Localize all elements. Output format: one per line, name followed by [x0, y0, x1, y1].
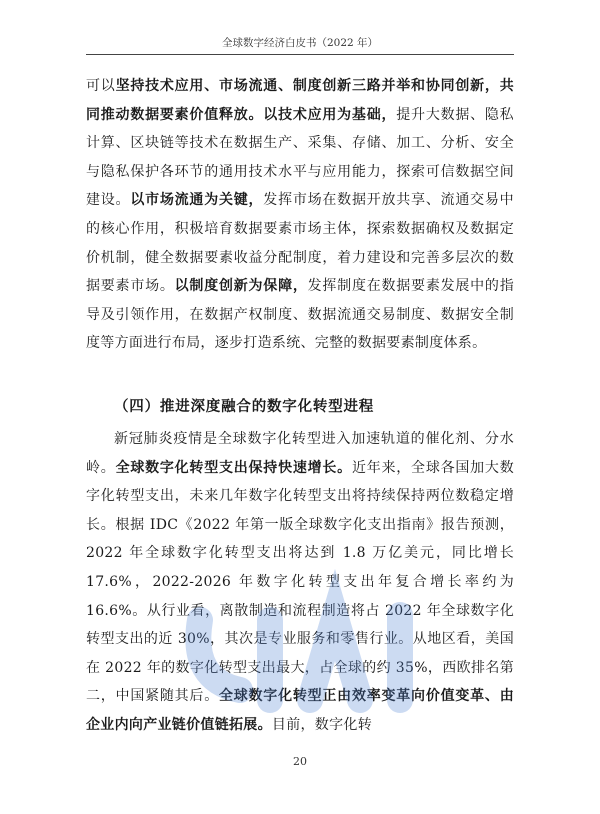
para-text: 发挥市场在数据开放共享、流通交易中的核心作用，积极培育数据要素市场主体，探索数据确权及数据定价机制，健全数据要素收益分配制度，着力建设和完善多层次的数据要素市场。 [86, 192, 514, 295]
para-bold-lead: 以制度创新为保障， [174, 278, 308, 295]
section-heading: （四）推进深度融合的数字化转型进程 [114, 399, 375, 415]
para-text: 发挥制度在数据要素发展中的指导及引领作用，在数据产权制度、数据流通交易制度、数据安全制度等方面进行布局，逐步打造系统、完整的数据要素制度体系。 [86, 278, 514, 352]
header-divider [86, 54, 514, 55]
para-text: 目前，数字化转 [271, 716, 373, 733]
body-paragraph-digital-transformation [86, 425, 514, 740]
para-text: 新冠肺炎疫情是全球数字化转型进入加速轨道的催化剂、分水岭。 [86, 431, 514, 476]
para-text: 可以 [86, 78, 116, 94]
para-bold-lead: 坚持技术应用、市场流通、制度创新三路并举和协同创新，共同推动数据要素价值释放。以技术应用为基础， [86, 78, 514, 123]
para-text: 提升大数据、隐私计算、区块链等技术在数据生产、采集、存储、加工、分析、安全与隐私保护各环节的通用技术水平与应用能力，探索可信数据空间建设。 [86, 106, 514, 209]
para-bold-lead: 全球数字化转型支出保持快速增长。 [115, 459, 352, 476]
body-paragraph-data-elements [86, 72, 514, 358]
para-bold-lead: 以市场流通为关键， [130, 192, 264, 209]
para-text: 近年来，全球各国加大数字化转型支出，未来几年数字化转型支出将持续保持两位数稳定增长。根据 IDC《2022 年第一版全球数字化支出指南》报告预测，2022 年全球数字化转型支出将达到 1.8 万亿美元，同比增长 17.6%，2022-2026 年数字化转型支出年复合增长率约为 16.6%。从行业看，离散制造和流程制造将占 2022 年全球数字化转型支出的近 30%，其次是专业服务和零售行业。从地区看，美国在 2022 年的数字化转型支出最大，占全球的约 35%，西欧排名第二，中国紧随其后。 [86, 459, 514, 705]
para-bold-lead: 全球数字化转型正由效率变革向价值变革、由企业内向产业链价值链拓展。 [86, 688, 515, 733]
running-header: 全球数字经济白皮书（2022 年） [221, 37, 379, 49]
page-number: 20 [293, 755, 307, 768]
